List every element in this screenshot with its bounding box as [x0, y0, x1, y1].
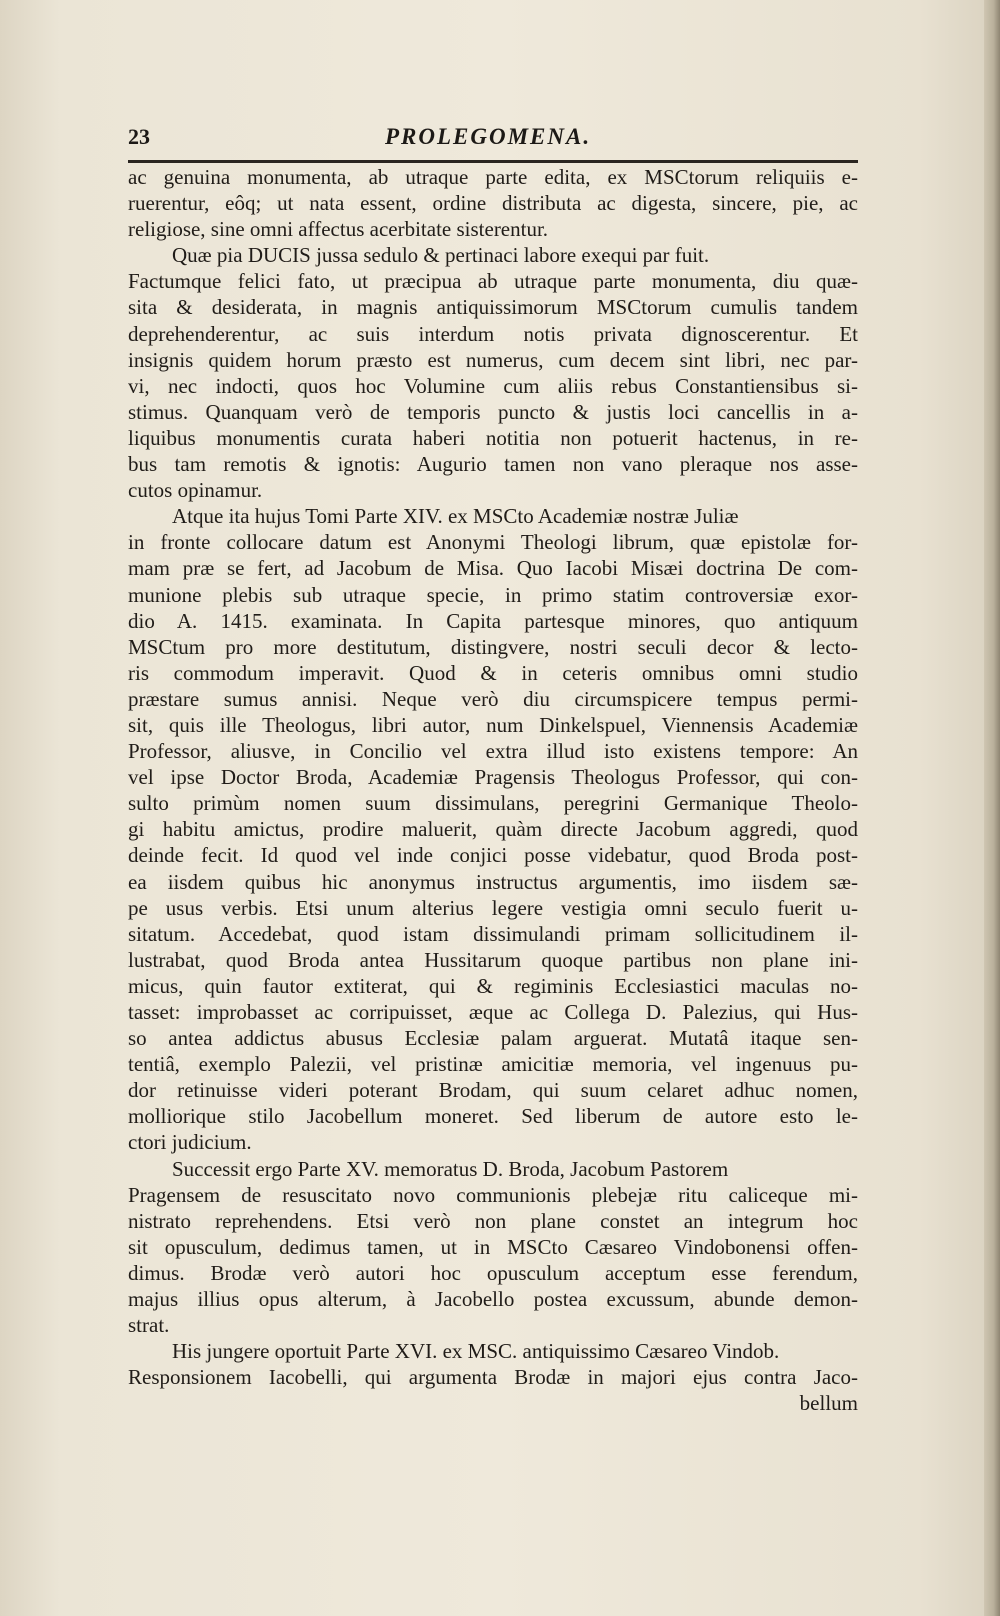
- text-line: tasset: improbasset ac corripuisset, æque ac Collega D. Palezius, qui Hus-: [128, 1000, 858, 1024]
- text-line: ris commodum imperavit. Quod & in ceteris omnibus omni studio: [128, 660, 858, 685]
- text-line: insignis quidem horum præsto est numerus, cum decem sint libri, nec par-: [128, 347, 858, 372]
- text-line: so antea addictus abusus Ecclesiæ palam arguerat. Mutatâ itaque sen-: [128, 1026, 858, 1051]
- text-line: munione plebis sub utraque specie, in primo statim controversiæ exor-: [128, 582, 858, 607]
- text-line: His jungere oportuit Parte XVI. ex MSC. antiquissimo Cæsareo Vindob.: [172, 1339, 780, 1364]
- text-line: Professor, aliusve, in Concilio vel extra illud isto existens tempore: An: [128, 739, 858, 764]
- text-line: strat.: [128, 1313, 170, 1338]
- text-line: majus illius opus alterum, à Jacobello postea excussum, abunde demon-: [128, 1287, 858, 1312]
- text-line: molliorique stilo Jacobellum moneret. Sed liberum de autore esto le-: [128, 1104, 858, 1129]
- text-line: sita & desiderata, in magnis antiquissimorum MSCtorum cumulis tandem: [128, 295, 858, 320]
- header-rule: [128, 160, 858, 163]
- text-line: MSCtum pro more destitutum, distingvere, nostri seculi decor & lecto-: [128, 634, 858, 659]
- text-line: ctori judicium.: [128, 1130, 252, 1155]
- text-line: religiose, sine omni affectus acerbitate sisterentur.: [128, 217, 549, 242]
- text-line: Responsionem Iacobelli, qui argumenta Brodæ in majori ejus contra Jaco-: [128, 1365, 858, 1390]
- page-number: 23: [128, 124, 150, 149]
- body-text: [128, 164, 858, 1417]
- text-line: mam præ se fert, ad Jacobum de Misa. Quo Iacobi Misæi doctrina De com-: [128, 556, 858, 581]
- text-line: sulto primùm nomen suum dissimulans, peregrini Germanique Theolo-: [128, 791, 858, 816]
- text-line: stimus. Quanquam verò de temporis puncto & justis loci cancellis in a-: [128, 399, 858, 424]
- text-line: dio A. 1415. examinata. In Capita partesque minores, quo antiquum: [128, 608, 858, 633]
- text-line: Factumque felici fato, ut præcipua ab utraque parte monumenta, diu quæ-: [128, 269, 858, 294]
- text-line: ac genuina monumenta, ab utraque parte edita, ex MSCtorum reliquiis e-: [128, 165, 858, 189]
- text-line: liquibus monumentis curata haberi notitia non potuerit hactenus, in re-: [128, 425, 858, 450]
- text-line: Successit ergo Parte XV. memoratus D. Broda, Jacobum Pastorem: [172, 1156, 729, 1181]
- text-line: sitatum. Accedebat, quod istam dissimulandi primam sollicitudinem il-: [128, 921, 858, 946]
- text-line: vi, nec indocti, quos hoc Volumine cum aliis rebus Constantiensibus si-: [128, 373, 858, 398]
- text-line: sit opusculum, dedimus tamen, ut in MSCto Cæsareo Vindobonensi offen-: [128, 1234, 858, 1259]
- text-line: lustrabat, quod Broda antea Hussitarum quoque partibus non plane ini-: [128, 947, 858, 972]
- text-line: præstare sumus annisi. Neque verò diu circumspicere tempus permi-: [128, 686, 858, 711]
- text-line: cutos opinamur.: [128, 478, 263, 503]
- text-line: nistrato reprehendens. Etsi verò non plane constet an integrum hoc: [128, 1208, 858, 1233]
- running-head: PROLEGOMENA.: [385, 124, 592, 149]
- text-line: sit, quis ille Theologus, libri autor, num Dinkelspuel, Viennensis Academiæ: [128, 712, 858, 737]
- text-line: dimus. Brodæ verò autori hoc opusculum acceptum esse ferendum,: [128, 1260, 858, 1285]
- page-edge-shadow: [984, 0, 1000, 1616]
- text-line: ruerentur, eôq; ut nata essent, ordine distributa ac digesta, sincere, pie, ac: [128, 191, 858, 216]
- text-line: gi habitu amictus, prodire maluerit, quàm directe Jacobum aggredi, quod: [128, 817, 858, 842]
- text-line: Atque ita hujus Tomi Parte XIV. ex MSCto Academiæ nostræ Juliæ: [172, 504, 739, 529]
- text-line: dor retinuisse videri poterant Brodam, qui suum celaret adhuc nomen,: [128, 1078, 858, 1103]
- text-line: micus, quin fautor extiterat, qui & regiminis Ecclesiastici maculas no-: [128, 973, 858, 998]
- catchword: bellum: [799, 1391, 858, 1416]
- page-header: [128, 120, 858, 152]
- text-line: Pragensem de resuscitato novo communionis plebejæ ritu caliceque mi-: [128, 1182, 858, 1207]
- text-line: pe usus verbis. Etsi unum alterius legere vestigia omni seculo fuerit u-: [128, 895, 858, 920]
- text-line: vel ipse Doctor Broda, Academiæ Pragensis Theologus Professor, qui con-: [128, 765, 858, 790]
- text-line: bus tam remotis & ignotis: Augurio tamen non vano pleraque nos asse-: [128, 452, 858, 477]
- text-line: deprehenderentur, ac suis interdum notis privata dignoscerentur. Et: [128, 321, 858, 346]
- text-line: ea iisdem quibus hic anonymus instructus argumentis, imo iisdem sæ-: [128, 869, 858, 894]
- text-line: in fronte collocare datum est Anonymi Theologi librum, quæ epistolæ for-: [128, 530, 858, 555]
- text-line: Quæ pia DUCIS jussa sedulo & pertinaci labore exequi par fuit.: [172, 243, 710, 268]
- text-line: tentiâ, exemplo Palezii, vel pristinæ amicitiæ memoria, vel ingenuus pu-: [128, 1052, 858, 1077]
- text-line: deinde fecit. Id quod vel inde conjici posse videbatur, quod Broda post-: [128, 843, 858, 868]
